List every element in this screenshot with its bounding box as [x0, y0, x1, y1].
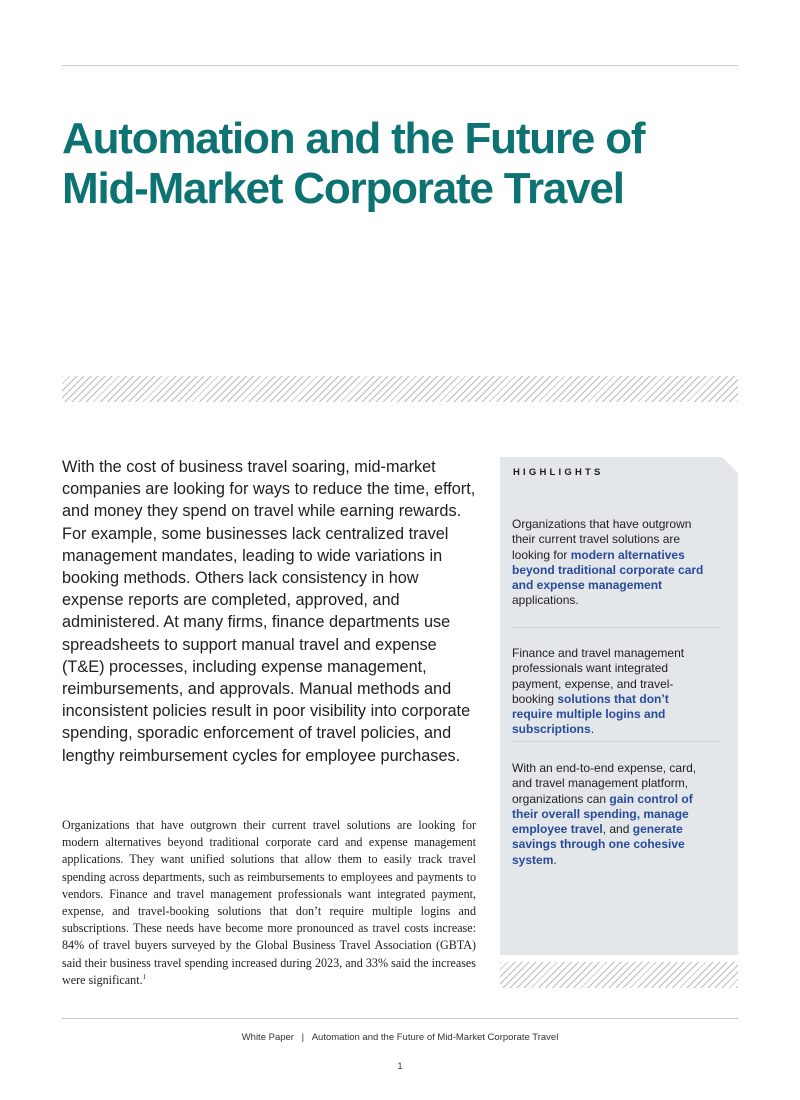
- document-title: Automation and the Future of Mid-Market Corporate Travel: [62, 114, 645, 213]
- highlight-emphasis: modern alternatives beyond traditional corporate card and expense management: [512, 547, 704, 593]
- footer-title: Automation and the Future of Mid-Market Corporate Travel: [311, 1032, 559, 1043]
- body-text: Organizations that have outgrown their current travel solutions are looking for modern alternatives beyond traditional corporate card and expense management applications. They want unified solutions that allow them to easily track travel spending across departments, such as reimbursements to employees and payments to vendors. Finance and travel management professionals want integrated payment, expense, and travel-booking solutions that don’t require multiple logins and subscriptions. These needs have become more pronounced as travel costs increase: 84% of travel buyers surveyed by the Global Business Travel Association (GBTA) said their business travel spending increased during 2023, and 33% said the increases were significant.: [62, 818, 476, 987]
- highlight-emphasis: gain control of their overall spending, manage employee travel: [512, 791, 693, 837]
- highlight-text: .: [553, 852, 557, 867]
- page-footer: [0, 1032, 800, 1043]
- hatch-band-decoration: [62, 376, 738, 402]
- highlight-emphasis: generate savings through one cohesive system: [512, 822, 685, 867]
- highlight-text: With an end-to-end expense, card, and travel management platform, organizations can: [512, 761, 697, 806]
- top-divider: [62, 65, 738, 66]
- highlight-divider: [512, 627, 720, 628]
- footer-label: White Paper: [241, 1032, 294, 1043]
- sidebar-hatch-decoration: [500, 962, 738, 988]
- highlight-text: Finance and travel management professionals want integrated payment, expense, and travel-booking: [512, 646, 685, 706]
- highlight-emphasis: solutions that don’t require multiple logins and subscriptions: [512, 691, 669, 737]
- highlight-text: .: [590, 722, 595, 737]
- highlight-text: Organizations that have outgrown their current travel solutions are looking for: [512, 517, 692, 562]
- highlight-text: , and: [602, 822, 633, 837]
- highlight-divider: [512, 741, 720, 742]
- bottom-divider: [62, 1018, 738, 1019]
- lead-paragraph: With the cost of business travel soaring, mid-market companies are looking for ways to reduce the time, effort, and money they spend on travel while earning rewards. For example, some businesses lack centralized travel management mandates, leading to wide variations in booking methods. Others lack consistency in how expense reports are completed, approved, and administered. At many firms, finance departments use spreadsheets to support manual travel and expense (T&E) processes, including expense management, reimbursements, and approvals. Manual methods and inconsistent policies result in poor visibility into corporate spending, sporadic enforcement of travel policies, and lengthy reimbursement cycles for employee purchases.: [62, 458, 476, 765]
- footnote-marker: 1: [142, 972, 147, 981]
- highlight-item-2: [512, 646, 712, 738]
- body-paragraph: [62, 817, 476, 989]
- highlight-item-1: [512, 517, 712, 609]
- footer-separator: |: [301, 1032, 305, 1043]
- page-number: 1: [397, 1061, 403, 1071]
- highlights-heading: HIGHLIGHTS: [513, 467, 604, 478]
- highlight-text: applications.: [512, 593, 579, 608]
- highlight-item-3: [512, 761, 712, 868]
